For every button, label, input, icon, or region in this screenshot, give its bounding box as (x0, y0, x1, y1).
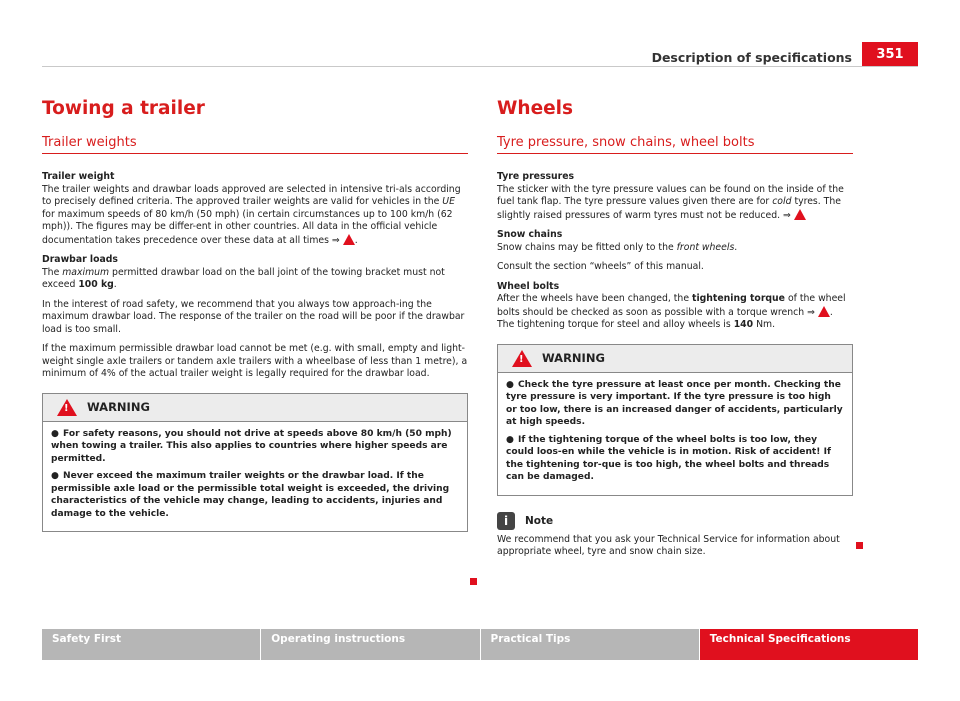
snow-chains-paragraph: Snow chains may be fitted only to the front wheels. (497, 241, 738, 253)
warning-title: WARNING (542, 351, 605, 365)
warning-header (498, 345, 852, 373)
left-column (42, 98, 468, 532)
note-header (497, 512, 853, 530)
footer-tab-practical-tips[interactable]: Practical Tips (481, 629, 699, 660)
minimum-load-paragraph: If the maximum permissible drawbar load cannot be met (e.g. with small, empty and light-weight single axle trailers or tandem axle trailers with a wheelbase of less than 1 metre), a minimum of 4% of the actual trailer weight is legally required for the drawbar load. (42, 343, 468, 379)
note-section (497, 512, 853, 559)
info-icon: i (497, 512, 515, 530)
wheel-bolts-label: Wheel bolts (497, 280, 560, 292)
warning-title: WARNING (87, 400, 150, 414)
section-end-marker (470, 578, 477, 585)
note-title: Note (525, 514, 554, 527)
footer-tab-operating-instructions[interactable]: Operating instructions (261, 629, 479, 660)
footer-tab-safety-first[interactable]: Safety First (42, 629, 260, 660)
warning-item: ● Check the tyre pressure at least once per month. Checking the tyre pressure is very important. If the tyre pressure is too high or too low, there is an increased danger of accidents, particularly at high speeds. (506, 379, 843, 427)
trailer-weight-label: Trailer weight (42, 171, 115, 182)
warning-body (43, 422, 467, 532)
subsection-title-tyre-pressure: Tyre pressure, snow chains, wheel bolts (497, 135, 853, 154)
snow-chains-label: Snow chains (497, 229, 563, 240)
tyre-pressure-label: Tyre pressures (497, 171, 575, 182)
footer-nav (42, 629, 918, 660)
safety-paragraph: In the interest of road safety, we recommend that you always tow approach-ing the maximum drawbar load. The response of the trailer on the road will be poor if the drawbar load is too small. (42, 298, 465, 335)
trailer-weight-paragraph: The trailer weights and drawbar loads approved are selected in intensive tri-als according to precisely defined criteria. The approved trailer weights are valid for vehicles in the UE for maximum speeds of 80 km/h (50 mph) (in certain circumstances up to 100 km/h (62 mph)). The figures may be differ-ent in other countries. All data in the official vehicle documentation takes precedence over these data at all times ⇒ . (42, 183, 461, 246)
consult-paragraph: Consult the section “wheels” of this manual. (497, 261, 704, 272)
section-end-marker (856, 542, 863, 549)
warning-header (43, 394, 467, 422)
note-text: We recommend that you ask your Technical Service for information about appropriate wheel, tyre and snow chain size. (497, 533, 840, 557)
warning-box-towing (42, 393, 468, 533)
warning-ref-icon[interactable] (818, 306, 830, 317)
header-rule (42, 66, 918, 67)
warning-item: ● If the tightening torque of the wheel bolts is too low, they could loos-en while the vehicle is in motion. Risk of accident! If the tightening tor-que is too high, the wheel bolts and threads can be damaged. (506, 434, 831, 482)
warning-icon: ! (57, 399, 77, 416)
warning-icon: ! (512, 350, 532, 367)
warning-item: ● Never exceed the maximum trailer weights or the drawbar load. If the permissible axle load or the permissible total weight is exceeded, the driving characteristics of the vehicle may change, leading to accidents, injuries and damage to the vehicle. (51, 471, 450, 519)
tyre-pressure-paragraph: The sticker with the tyre pressure values can be found on the inside of the fuel tank flap. The tyre pressure values given there are for cold tyres. The slightly raised pressures of warm tyres must not be reduced. ⇒ (497, 183, 844, 221)
warning-box-wheels (497, 344, 853, 496)
subsection-title-trailer-weights: Trailer weights (42, 135, 468, 154)
warning-ref-icon[interactable] (343, 234, 355, 245)
page-header-title: Description of specifications (651, 50, 852, 65)
warning-ref-icon[interactable] (794, 209, 806, 220)
warning-body (498, 373, 852, 495)
footer-tab-technical-specifications[interactable]: Technical Specifications (700, 629, 918, 660)
drawbar-paragraph: The maximum permitted drawbar load on the ball joint of the towing bracket must not exceed 100 kg. (42, 266, 445, 290)
page-number: 351 (862, 42, 918, 66)
section-title-wheels: Wheels (497, 98, 574, 119)
warning-item: ● For safety reasons, you should not drive at speeds above 80 km/h (50 mph) when towing a trailer. This also applies to countries where higher speeds are permitted. (51, 428, 452, 464)
section-title-towing: Towing a trailer (42, 98, 205, 119)
wheel-bolts-paragraph: After the wheels have been changed, the tightening torque of the wheel bolts should be checked as soon as possible with a torque wrench ⇒ . The tightening torque for steel and alloy wheels is 140 Nm. (497, 293, 846, 330)
right-column (497, 98, 853, 566)
drawbar-label: Drawbar loads (42, 254, 118, 265)
